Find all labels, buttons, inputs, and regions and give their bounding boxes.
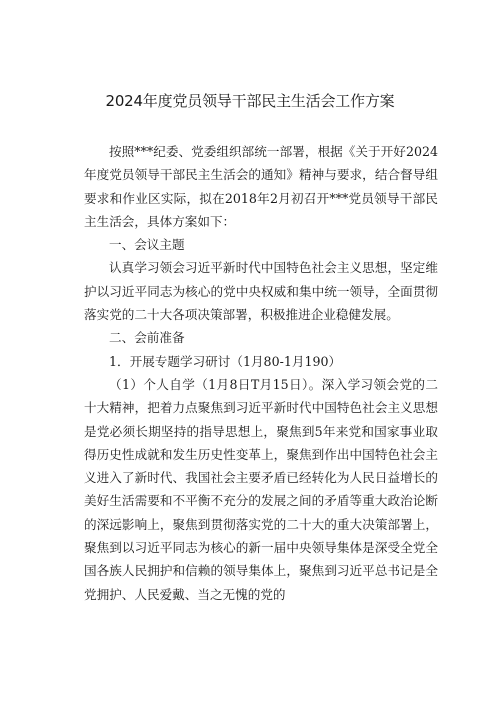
intro-paragraph: 按照***纪委、党委组织部统一部署，根据《关于开好2024年度党员领导干部民主生活会的通知》精神与要求，结合督导组要求和作业区实际，拟在2018年2月初召开***党员领导干部民主生活会，具体方案如下： bbox=[84, 144, 438, 229]
self-study-paragraph: （1）个人自学（1月8日T月15日）。深入学习领会党的二十大精神，把着力点聚焦到习近平新时代中国特色社会主义思想是党必须长期坚持的指导思想上，聚焦到5年来党和国家事业取得历史性成就和发生历史性变革上，聚焦到作出中国特色社会主义进入了新时代、我国社会主要矛盾已经转化为人民日益增长的美好生活需要和不平衡不充分的发展之间的矛盾等重大政治论断的深远影响上，聚焦到贯彻落实党的二十大的重大决策部署上，聚焦到以习近平同志为核心的新一届中央领导集体是深受全党全国各族人民拥护和信赖的领导集体上，聚焦到习近平总书记是全党拥护、人民爱戴、当之无愧的党的 bbox=[84, 376, 438, 602]
document-title: 2024年度党员领导干部民主生活会工作方案 bbox=[105, 92, 395, 110]
section-heading-preparation: 二、会前准备 bbox=[109, 330, 185, 346]
section-heading-theme: 一、会议主题 bbox=[109, 237, 185, 253]
theme-paragraph: 认真学习领会习近平新时代中国特色社会主义思想，坚定维护以习近平同志为核心的党中央权威和集中统一领导，全面贯彻落实党的二十大各项决策部署，积极推进企业稳健发展。 bbox=[84, 260, 438, 323]
study-item-heading: 1．开展专题学习研讨（1月80-1月190） bbox=[109, 353, 342, 369]
document-body bbox=[84, 140, 438, 606]
